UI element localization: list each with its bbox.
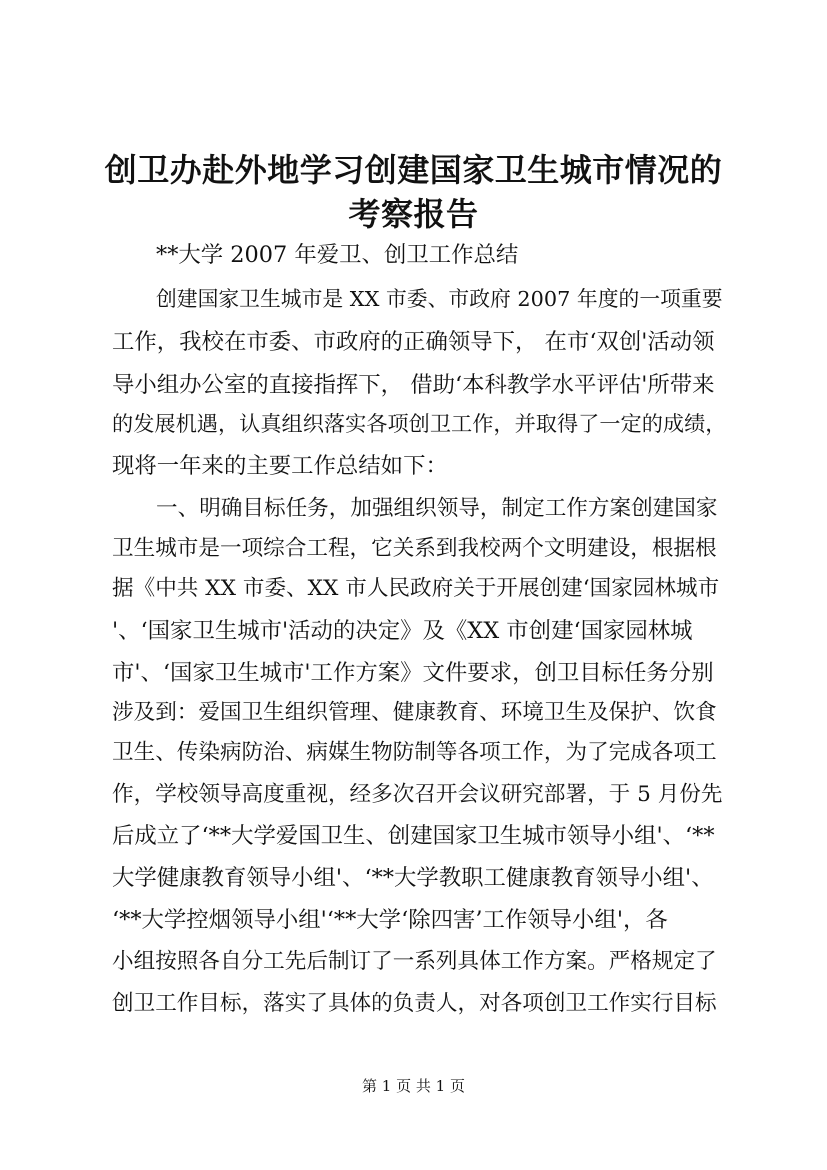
text-line: 涉及到：爱国卫生组织管理、健康教育、环境卫生及保护、饮食 bbox=[112, 700, 717, 725]
text-line: 小组按照各自分工先后制订了一系列具体工作方案。严格规定了 bbox=[112, 949, 717, 974]
text-line: 一、明确目标任务，加强组织领导，制定工作方案创建国家 bbox=[156, 496, 718, 521]
text-line: 作，学校领导高度重视，经多次召开会议研究部署，于 5 月份先 bbox=[112, 782, 723, 807]
text-line: ‘**大学控烟领导小组'‘**大学‘除四害’工作领导小组'，各 bbox=[112, 907, 668, 933]
text-line: 大学健康教育领导小组'、‘**大学教职工健康教育领导小组'、 bbox=[112, 865, 714, 891]
page-footer: 第 1 页 共 1 页 bbox=[362, 1077, 465, 1095]
text-line: 据《中共 XX 市委、XX 市人民政府关于开展创建‘国家园林城市 bbox=[112, 576, 720, 601]
text-line: 现将一年来的主要工作总结如下： bbox=[112, 453, 448, 479]
text-line: 卫生城市是一项综合工程，它关系到我校两个文明建设，根据根 bbox=[112, 536, 717, 561]
text-line: 后成立了‘**大学爱国卫生、创建国家卫生城市领导小组'、‘** bbox=[112, 823, 715, 849]
text-line: 工作，我校在市委、市政府的正确领导下， 在市‘双创'活动领 bbox=[112, 329, 715, 355]
text-line: 创建国家卫生城市是 XX 市委、市政府 2007 年度的一项重要 bbox=[156, 287, 723, 311]
text-line: 导小组办公室的直接指挥下， 借助‘本科教学水平评估'所带来 bbox=[112, 372, 715, 398]
text-line: 的发展机遇，认真组织落实各项创卫工作，并取得了一定的成绩， bbox=[112, 411, 727, 436]
text-line: 创卫工作目标，落实了具体的负责人，对各项创卫工作实行目标 bbox=[112, 991, 717, 1016]
text-line: 市'、‘国家卫生城市'工作方案》文件要求，创卫目标任务分别 bbox=[112, 660, 714, 686]
text-line: '、‘国家卫生城市'活动的决定》及《XX 市创建‘国家园林城 bbox=[112, 618, 693, 644]
text-line: 卫生、传染病防治、病媒生物防制等各项工作，为了完成各项工 bbox=[112, 740, 717, 765]
text-line: **大学 2007 年爱卫、创卫工作总结 bbox=[156, 242, 519, 268]
document-title: 创卫办赴外地学习创建国家卫生城市情况的考察报告 bbox=[104, 151, 723, 233]
